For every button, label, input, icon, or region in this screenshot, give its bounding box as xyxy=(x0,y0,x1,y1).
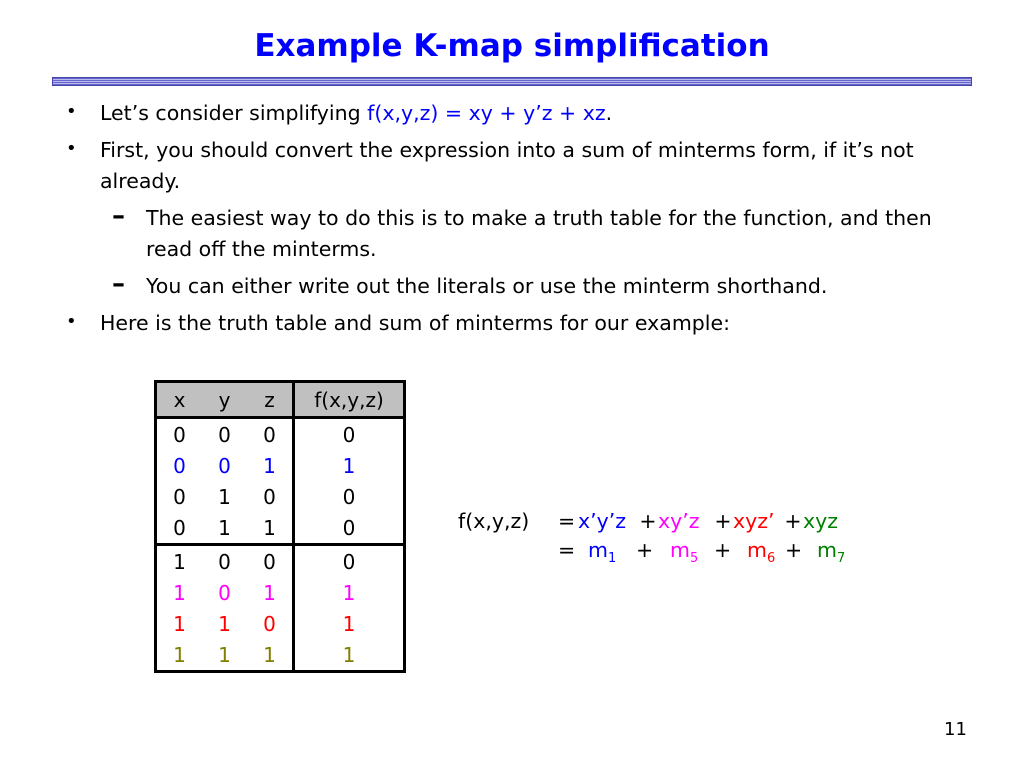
bullet-mark: • xyxy=(66,101,77,122)
equation-lhs: f(x,y,z) xyxy=(458,509,530,533)
plus-sign: + xyxy=(714,509,732,533)
table-cell-y: 0 xyxy=(218,580,231,605)
bullet-2-text: First, you should convert the expression into a sum of minterms form, if it’s not already. xyxy=(100,138,914,193)
term-m5: xy’z xyxy=(658,509,700,533)
equation-line-1 xyxy=(458,507,845,536)
table-cell-f: 0 xyxy=(294,481,405,512)
table-cell-f: 1 xyxy=(294,450,405,481)
table-row xyxy=(156,450,405,481)
equals-sign: = xyxy=(558,509,576,533)
table-cell-y: 0 xyxy=(202,545,247,578)
table-cell-y: 1 xyxy=(218,484,231,509)
table-cell-x: 1 xyxy=(156,545,203,578)
table-cell-z: 1 xyxy=(263,453,276,478)
table-cell-x: 0 xyxy=(173,515,186,540)
sub-bullet-2 xyxy=(66,271,976,302)
bullet-2 xyxy=(66,135,976,197)
table-row xyxy=(156,481,405,512)
table-row xyxy=(156,512,405,545)
minterm-m6: $m_6$ xyxy=(747,538,776,567)
column-header-x: x xyxy=(156,382,203,418)
bullet-3-text: Here is the truth table and sum of minterms for our example: xyxy=(100,311,731,335)
table-cell-x: 1 xyxy=(173,611,186,636)
table-cell-f: 1 xyxy=(294,639,405,672)
table-row xyxy=(156,545,405,578)
table-cell-y: 0 xyxy=(218,422,231,447)
plus-sign: + xyxy=(785,538,803,562)
bullet-1 xyxy=(66,98,976,129)
title-rule xyxy=(52,77,972,86)
table-cell-f: 0 xyxy=(294,418,405,451)
table-row xyxy=(156,639,405,672)
column-header-y: y xyxy=(202,382,247,418)
table-cell-y: 0 xyxy=(218,453,231,478)
table-cell-f: 1 xyxy=(294,608,405,639)
minterm-m1: $m_1$ xyxy=(588,538,617,567)
slide-title: Example K-map simplification xyxy=(254,28,770,64)
table-cell-x: 1 xyxy=(173,580,186,605)
page-number: 11 xyxy=(944,719,967,740)
bullet-mark: • xyxy=(66,138,77,159)
table-header-row xyxy=(156,382,405,418)
equation-line-2 xyxy=(458,536,845,565)
table-cell-y: 1 xyxy=(218,515,231,540)
table-cell-x: 0 xyxy=(173,453,186,478)
minterm-m7: $m_7$ xyxy=(817,538,846,567)
table-cell-x: 0 xyxy=(173,484,186,509)
table-cell-z: 0 xyxy=(263,422,276,447)
table-cell-y: 1 xyxy=(218,611,231,636)
term-m7: xyz xyxy=(803,509,839,533)
truth-table xyxy=(154,380,406,673)
sub-bullet-mark: – xyxy=(112,201,125,231)
equals-sign: = xyxy=(558,538,576,562)
bullet-1-text: Let’s consider simplifying xyxy=(100,101,368,125)
sub-bullet-2-text: You can either write out the literals or use the minterm shorthand. xyxy=(146,274,828,298)
table-cell-f: 0 xyxy=(294,512,405,545)
plus-sign: + xyxy=(639,509,657,533)
bullet-mark: • xyxy=(66,311,77,332)
table-cell-f: 1 xyxy=(294,577,405,608)
column-header-z: z xyxy=(247,382,294,418)
table-cell-z: 1 xyxy=(263,642,276,667)
table-cell-z: 1 xyxy=(263,515,276,540)
table-cell-y: 1 xyxy=(218,642,231,667)
table-cell-z: 0 xyxy=(247,545,294,578)
table-cell-x: 1 xyxy=(173,642,186,667)
table-cell-z: 0 xyxy=(263,484,276,509)
table-row xyxy=(156,608,405,639)
plus-sign: + xyxy=(714,538,732,562)
sub-bullet-mark: – xyxy=(112,269,125,299)
sub-bullet-1-text: The easiest way to do this is to make a truth table for the function, and then read off the minterms. xyxy=(146,206,932,261)
sub-bullet-1 xyxy=(66,203,976,265)
bullet-list xyxy=(66,98,976,345)
plus-sign: + xyxy=(784,509,802,533)
column-header-f: f(x,y,z) xyxy=(294,382,405,418)
bullet-1-formula: f(x,y,z) = xy + y’z + xz xyxy=(367,101,606,125)
table-cell-z: 0 xyxy=(263,611,276,636)
bullet-1-suffix: . xyxy=(605,101,613,125)
plus-sign: + xyxy=(636,538,654,562)
table-cell-x: 0 xyxy=(173,422,186,447)
table-row xyxy=(156,418,405,451)
term-m1: x’y’z xyxy=(578,509,627,533)
table-cell-z: 1 xyxy=(263,580,276,605)
minterm-m5: $m_5$ xyxy=(670,538,699,567)
table-row xyxy=(156,577,405,608)
bullet-3 xyxy=(66,308,976,339)
table-cell-f: 0 xyxy=(294,545,405,578)
minterm-equation xyxy=(458,507,845,565)
term-m6: xyz’ xyxy=(733,509,775,533)
